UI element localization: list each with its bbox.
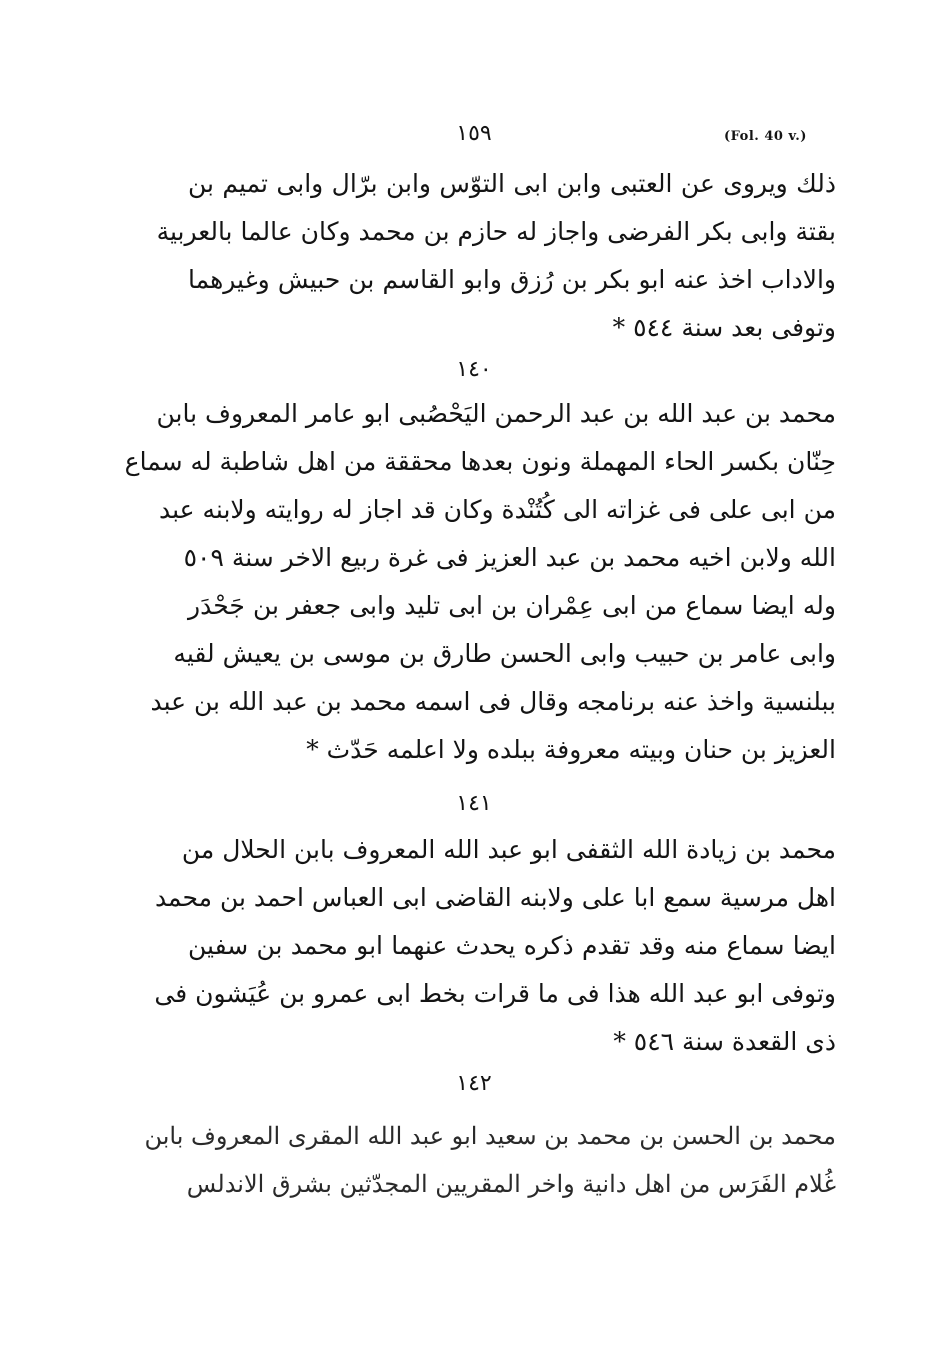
text-line: وتوفى بعد سنة ٥٤٤ * <box>612 313 836 342</box>
text-line: محمد بن الحسن بن محمد بن سعيد ابو عبد الله المقرى المعروف بابن <box>144 1122 836 1150</box>
text-line: اهل مرسية سمع ابا على ولابنه القاضى ابى العباس احمد بن محمد <box>154 883 836 912</box>
text-line: وابى عامر بن حبيب وابى الحسن طارق بن موسى بن يعيش لقيه <box>173 639 836 668</box>
entry-paragraph <box>154 826 836 1066</box>
text-line: محمد بن زيادة الله الثقفى ابو عبد الله المعروف بابن الحلال من <box>181 835 836 864</box>
text-line: وتوفى ابو عبد الله هذا فى ما قرات بخط ابى عمرو بن عُيَشون فى <box>154 979 836 1008</box>
page-number: ١٥٩ <box>456 121 492 146</box>
entry-paragraph <box>144 1112 836 1208</box>
text-line: العزيز بن حنان وبيته معروفة ببلده ولا اعلمه حَدّث * <box>306 735 836 764</box>
text-line: غُلام الفَرَس من اهل دانية واخر المقريين المجدّثين بشرق الاندلس <box>186 1170 836 1198</box>
text-line: محمد بن عبد الله بن عبد الرحمن اليَحْصُبى ابو عامر المعروف بابن <box>156 399 836 428</box>
text-line: ذى القعدة سنة ٥٤٦ * <box>613 1027 836 1056</box>
entry-number: ١٤١ <box>456 791 492 816</box>
text-line: الله ولابن اخيه محمد بن عبد العزيز فى غرة ربيع الاخر سنة ٥٠٩ <box>183 543 836 572</box>
folio-reference: (Fol. 40 v.) <box>724 129 807 144</box>
text-line: وله ايضا سماع من ابى عِمْران بن ابى تليد وابى جعفر بن جَحْدَر <box>188 591 836 620</box>
text-line: ببلنسية واخذ عنه برنامجه وقال فى اسمه محمد بن عبد الله بن عبد <box>150 687 836 716</box>
entry-paragraph <box>124 390 836 774</box>
text-line: والاداب اخذ عنه ابو بكر بن رُزق وابو القاسم بن حبيش وغيرهما <box>188 265 836 294</box>
text-line: حِنّان بكسر الحاء المهملة ونون بعدها محققة من اهل شاطبة له سماع <box>124 447 836 476</box>
text-line: من ابى على فى غزاته الى كُتُنْدة وكان قد اجاز له روايته ولابنه عبد <box>158 495 836 524</box>
continuation-paragraph <box>156 160 836 352</box>
entry-number: ١٤٢ <box>456 1071 492 1096</box>
entry-number: ١٤٠ <box>456 357 492 382</box>
text-line: بقتة وابى بكر الفرضى واجاز له حازم بن محمد وكان عالما بالعربية <box>156 217 836 246</box>
text-line: ايضا سماع منه وقد تقدم ذكره يحدث عنهما ابو محمد بن سفين <box>188 931 836 960</box>
text-line: ذلك ويروى عن العتبى وابن ابى التوّس وابن برّال وابى تميم بن <box>188 169 836 198</box>
